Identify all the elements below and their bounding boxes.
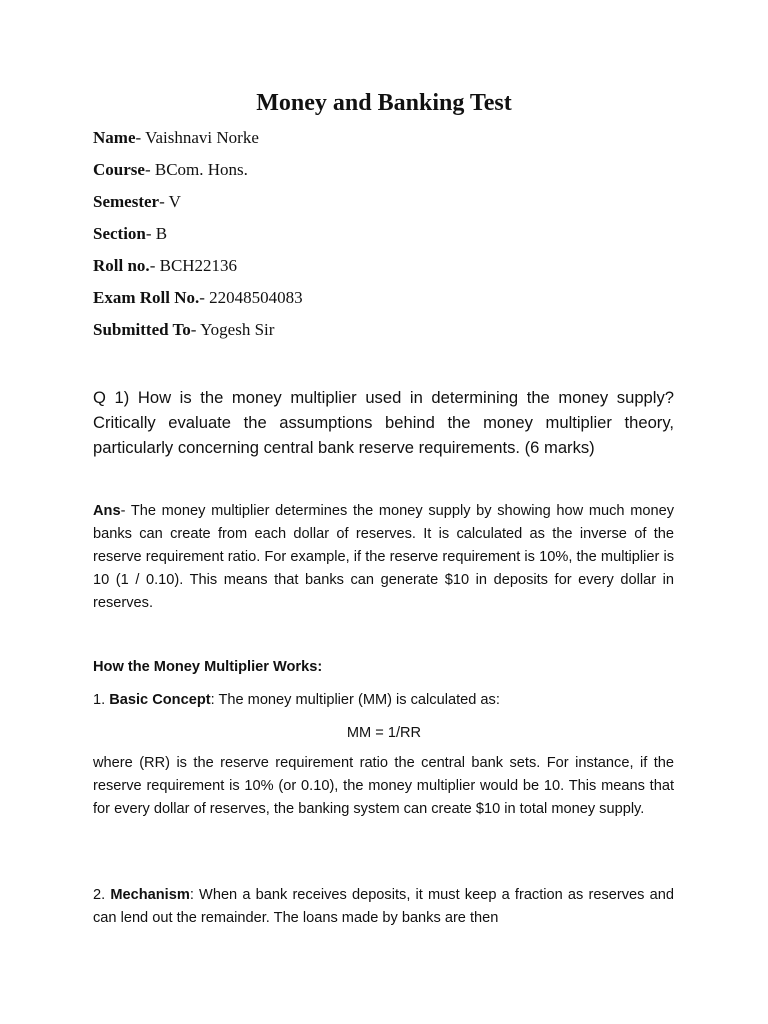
submitted-to-value: - Yogesh Sir [190, 320, 275, 339]
section-label: Section [93, 224, 146, 243]
submitted-to-label: Submitted To [93, 320, 191, 339]
point-1-text: : The money multiplier (MM) is calculated as: [210, 692, 500, 708]
name-label: Name [93, 128, 136, 147]
point-2-paragraph [93, 884, 674, 930]
name-value: - Vaishnavi Norke [135, 128, 259, 147]
point-2-number: 2. [93, 887, 106, 903]
point-2-label: Mechanism [110, 887, 190, 903]
section-value: - B [145, 224, 168, 243]
point-1-label: Basic Concept [109, 692, 211, 708]
exam-roll-no-value: - 22048504083 [199, 288, 303, 307]
course-line [93, 159, 693, 181]
student-name-line [93, 127, 693, 149]
document-title: Money and Banking Test [256, 90, 512, 116]
point-1-explanation: where (RR) is the reserve requirement ratio the central bank sets. For instance, if the reserve requirement is 10% (or 0.10), the money multiplier would be 10. This means that for every dollar of reserves, the banking system can create $10 in total money supply. [93, 755, 674, 817]
question-text: Q 1) How is the money multiplier used in determining the money supply? Critically evaluate the assumptions behind the money multiplier theory, particularly concerning central bank reserve requirements. (6 marks) [93, 388, 674, 457]
point-2-text: : When a bank receives deposits, it must keep a fraction as reserves and can lend out the remainder. The loans made by banks are then [93, 887, 674, 926]
submitted-to-line [93, 319, 693, 341]
semester-line [93, 191, 693, 213]
exam-roll-no-line [93, 287, 693, 309]
course-value: - BCom. Hons. [144, 160, 248, 179]
answer-text: - The money multiplier determines the money supply by showing how much money banks can create from each dollar of reserves. It is calculated as the inverse of the reserve requirement ratio. For example, if the reserve requirement is 10%, the multiplier is 10 (1 / 0.10). This means that banks can generate $10 in deposits for every dollar in reserves. [93, 503, 674, 611]
roll-no-value: - BCH22136 [149, 256, 238, 275]
course-label: Course [93, 160, 145, 179]
answer-label: Ans [93, 503, 121, 519]
roll-no-label: Roll no. [93, 256, 150, 275]
section-line [93, 223, 693, 245]
section-heading: How the Money Multiplier Works: [93, 659, 323, 675]
semester-label: Semester [93, 192, 160, 211]
point-1-number: 1. [93, 692, 106, 708]
money-multiplier-formula: MM = 1/RR [346, 725, 422, 741]
exam-roll-no-label: Exam Roll No. [93, 288, 200, 307]
point-1-intro [93, 689, 674, 712]
answer-paragraph [93, 500, 674, 615]
roll-no-line [93, 255, 693, 277]
semester-value: - V [159, 192, 181, 211]
